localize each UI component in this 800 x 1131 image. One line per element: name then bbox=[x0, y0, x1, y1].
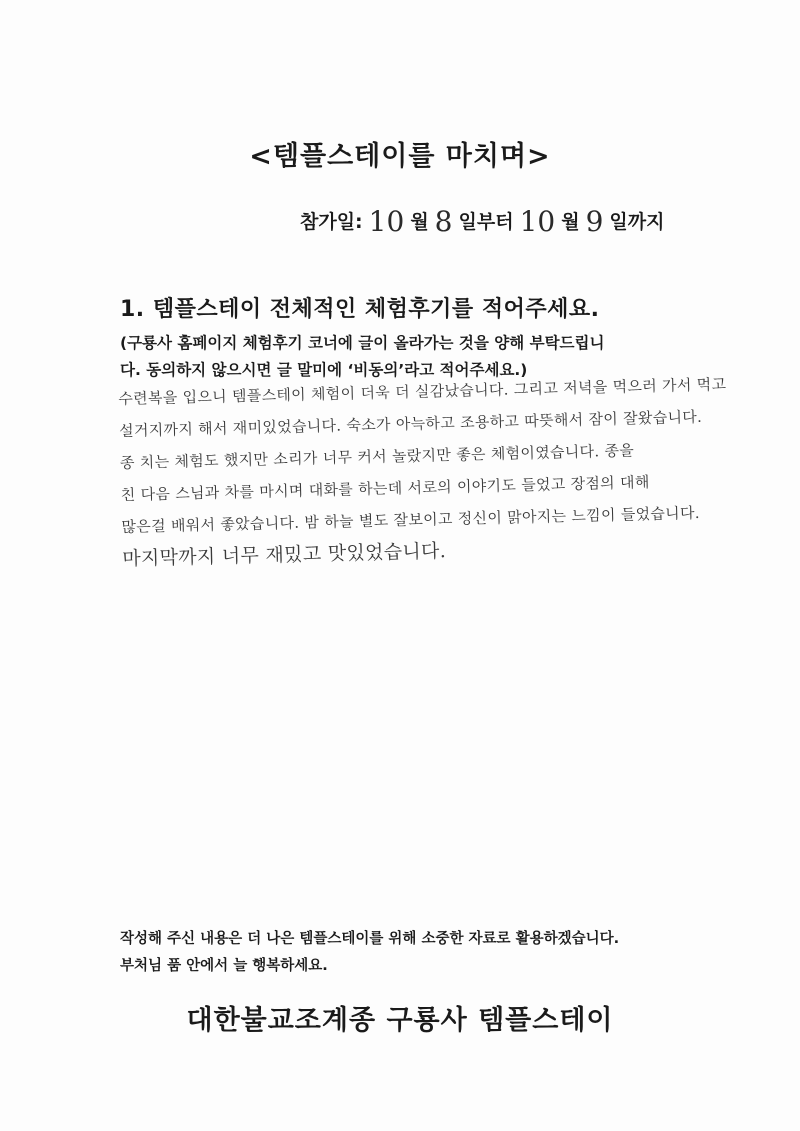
notice-line: 작성해 주신 내용은 더 나은 템플스테이를 위해 소중한 자료로 활용하겠습니다. bbox=[120, 931, 620, 947]
handwritten-answer bbox=[118, 368, 743, 575]
closing-notice bbox=[120, 926, 720, 980]
answer-line: 많은걸 배워서 좋았습니다. 밤 하늘 별도 잘보이고 정신이 맑아지는 느낌이 들었습니다. bbox=[121, 503, 701, 536]
answer-line: 설거지까지 해서 재미있었습니다. 숙소가 아늑하고 조용하고 따뜻해서 잠이 잘왔습니다. bbox=[118, 407, 703, 440]
answer-line: 종 치는 체험도 했지만 소리가 너무 커서 놀랐지만 좋은 체험이였습니다. 종을 bbox=[119, 441, 635, 472]
instruction-line: 다. 동의하지 않으시면 글 말미에 ‘비동의’라고 적어주세요.) bbox=[120, 361, 528, 379]
page-title: <템플스테이를 마치며> bbox=[249, 141, 551, 172]
until-text: 일까지 bbox=[609, 211, 665, 233]
end-day-value: 9 bbox=[585, 205, 604, 238]
start-month-value: 10 bbox=[368, 205, 405, 238]
participation-label: 참가일: bbox=[300, 211, 363, 233]
answer-line: 수련복을 입으니 템플스테이 체험이 더욱 더 실감났습니다. 그리고 저녁을 먹으러 가서 먹고 bbox=[118, 375, 727, 408]
notice-line: 부처님 품 안에서 늘 행복하세요. bbox=[120, 958, 328, 974]
end-month-value: 10 bbox=[519, 205, 556, 238]
start-day-value: 8 bbox=[434, 205, 453, 238]
participation-dates bbox=[300, 205, 664, 238]
answer-line: 마지막까지 너무 재밌고 맛있었습니다. bbox=[122, 540, 447, 570]
from-text: 일부터 bbox=[458, 211, 514, 233]
month-unit-1: 월 bbox=[410, 211, 429, 233]
instruction-line: (구룡사 홈페이지 체험후기 코너에 글이 올라가는 것을 양해 부탁드립니 bbox=[120, 334, 605, 352]
answer-line: 친 다음 스님과 차를 마시며 대화를 하는데 서로의 이야기도 들었고 장점의 대해 bbox=[120, 473, 650, 504]
month-unit-2: 월 bbox=[561, 211, 580, 233]
organization-footer: 대한불교조계종 구룡사 템플스테이 bbox=[186, 1005, 614, 1036]
question-heading: 1. 템플스테이 전체적인 체험후기를 적어주세요. bbox=[120, 297, 600, 322]
